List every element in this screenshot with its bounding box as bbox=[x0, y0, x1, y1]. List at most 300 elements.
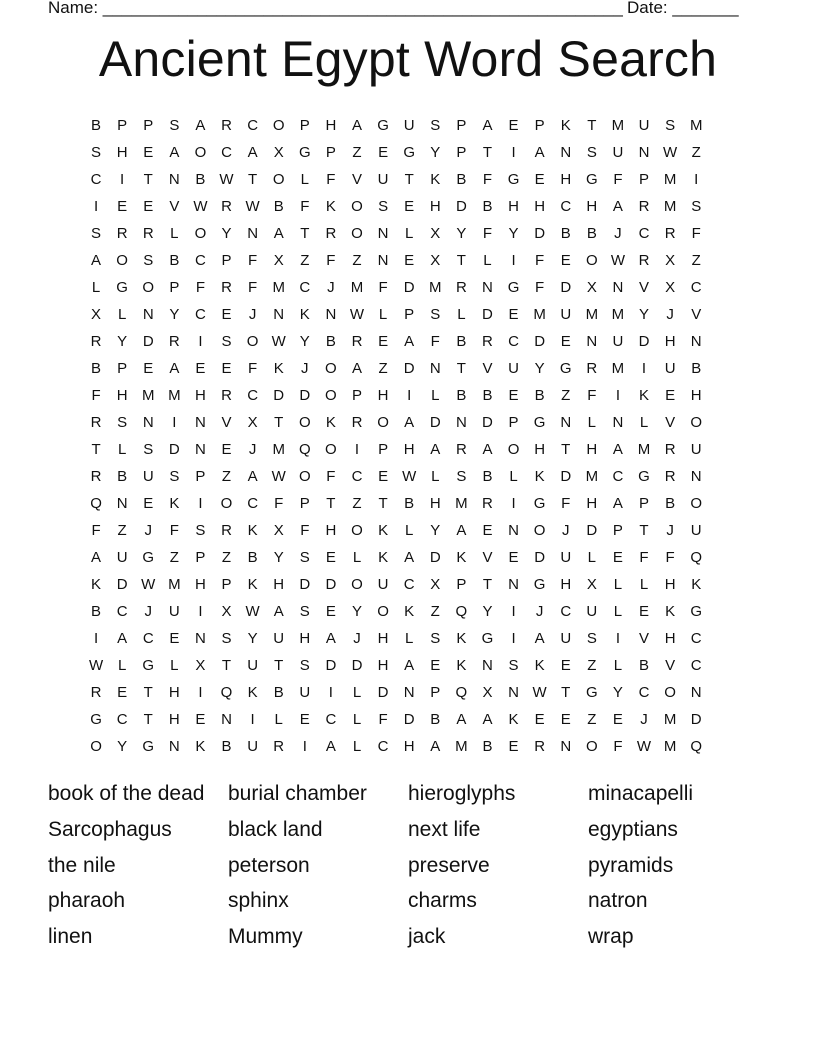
grid-letter[interactable]: U bbox=[116, 549, 128, 566]
grid-letter[interactable]: J bbox=[353, 630, 361, 647]
grid-letter[interactable]: Y bbox=[117, 738, 128, 755]
grid-letter[interactable]: T bbox=[91, 441, 101, 458]
grid-letter[interactable]: F bbox=[613, 171, 623, 188]
grid-letter[interactable]: R bbox=[482, 495, 493, 512]
grid-letter[interactable]: K bbox=[691, 576, 702, 593]
grid-letter[interactable]: G bbox=[403, 144, 415, 161]
grid-letter[interactable]: E bbox=[560, 657, 571, 674]
grid-letter[interactable]: T bbox=[639, 522, 649, 539]
grid-letter[interactable]: Z bbox=[352, 252, 362, 269]
grid-letter[interactable]: O bbox=[507, 441, 520, 458]
grid-letter[interactable]: B bbox=[430, 711, 441, 728]
grid-letter[interactable]: E bbox=[378, 468, 389, 485]
grid-letter[interactable]: G bbox=[116, 279, 128, 296]
grid-letter[interactable]: L bbox=[405, 225, 414, 242]
grid-letter[interactable]: Z bbox=[221, 549, 232, 566]
grid-letter[interactable]: N bbox=[221, 711, 232, 728]
grid-letter[interactable]: T bbox=[326, 495, 336, 512]
grid-letter[interactable]: A bbox=[534, 630, 545, 647]
grid-letter[interactable]: A bbox=[612, 495, 623, 512]
grid-letter[interactable]: F bbox=[639, 549, 649, 566]
grid-letter[interactable]: P bbox=[404, 306, 415, 323]
grid-letter[interactable]: E bbox=[378, 333, 389, 350]
grid-letter[interactable]: J bbox=[144, 522, 152, 539]
grid-letter[interactable]: J bbox=[666, 522, 674, 539]
grid-letter[interactable]: C bbox=[299, 279, 311, 296]
grid-letter[interactable]: W bbox=[245, 198, 260, 215]
grid-letter[interactable]: L bbox=[117, 306, 127, 323]
grid-letter[interactable]: E bbox=[534, 171, 545, 188]
grid-letter[interactable]: N bbox=[560, 738, 572, 755]
grid-letter[interactable]: O bbox=[194, 144, 207, 161]
grid-letter[interactable]: O bbox=[142, 279, 155, 296]
grid-letter[interactable]: F bbox=[378, 711, 388, 728]
grid-letter[interactable]: H bbox=[325, 117, 337, 134]
grid-letter[interactable]: R bbox=[90, 684, 102, 701]
grid-letter[interactable]: D bbox=[351, 657, 363, 674]
grid-letter[interactable]: Q bbox=[690, 738, 703, 755]
grid-letter[interactable]: K bbox=[639, 387, 650, 404]
grid-letter[interactable]: P bbox=[378, 441, 389, 458]
grid-letter[interactable]: Z bbox=[691, 144, 701, 161]
grid-letter[interactable]: E bbox=[665, 387, 676, 404]
grid-letter[interactable]: W bbox=[663, 144, 678, 161]
grid-letter[interactable]: D bbox=[377, 684, 389, 701]
grid-letter[interactable]: W bbox=[193, 198, 208, 215]
grid-letter[interactable]: V bbox=[665, 414, 676, 431]
grid-letter[interactable]: D bbox=[560, 279, 572, 296]
grid-letter[interactable]: A bbox=[534, 144, 545, 161]
grid-letter[interactable]: L bbox=[352, 738, 362, 755]
grid-letter[interactable]: P bbox=[195, 549, 206, 566]
grid-letter[interactable]: F bbox=[665, 549, 675, 566]
grid-letter[interactable]: F bbox=[248, 279, 258, 296]
grid-letter[interactable]: O bbox=[690, 495, 703, 512]
grid-letter[interactable]: N bbox=[560, 414, 572, 431]
grid-letter[interactable]: G bbox=[585, 171, 598, 188]
grid-letter[interactable]: H bbox=[195, 387, 206, 404]
grid-letter[interactable]: X bbox=[430, 576, 441, 593]
grid-letter[interactable]: B bbox=[560, 225, 571, 242]
date-field-label[interactable]: Date: _______ bbox=[627, 0, 739, 17]
grid-letter[interactable]: C bbox=[325, 711, 337, 728]
grid-letter[interactable]: K bbox=[404, 603, 415, 620]
grid-letter[interactable]: O bbox=[220, 495, 233, 512]
grid-letter[interactable]: C bbox=[690, 657, 702, 674]
grid-letter[interactable]: I bbox=[615, 630, 620, 647]
grid-letter[interactable]: D bbox=[325, 657, 337, 674]
grid-letter[interactable]: L bbox=[117, 657, 127, 674]
grid-letter[interactable]: S bbox=[665, 117, 676, 134]
grid-letter[interactable]: I bbox=[328, 684, 333, 701]
grid-letter[interactable]: A bbox=[117, 630, 128, 647]
grid-letter[interactable]: C bbox=[247, 387, 259, 404]
grid-letter[interactable]: Z bbox=[169, 549, 179, 566]
grid-letter[interactable]: Q bbox=[690, 549, 703, 566]
grid-letter[interactable]: M bbox=[663, 711, 677, 728]
grid-letter[interactable]: W bbox=[88, 657, 104, 674]
grid-letter[interactable]: V bbox=[169, 198, 180, 215]
grid-letter[interactable]: C bbox=[403, 576, 415, 593]
grid-letter[interactable]: C bbox=[612, 468, 624, 485]
grid-letter[interactable]: D bbox=[168, 441, 180, 458]
grid-letter[interactable]: E bbox=[221, 360, 232, 377]
grid-letter[interactable]: R bbox=[221, 279, 232, 296]
grid-letter[interactable]: R bbox=[664, 441, 676, 458]
grid-letter[interactable]: I bbox=[615, 387, 620, 404]
grid-letter[interactable]: X bbox=[273, 144, 284, 161]
grid-letter[interactable]: L bbox=[405, 522, 414, 539]
grid-letter[interactable]: N bbox=[195, 630, 206, 647]
grid-letter[interactable]: E bbox=[378, 144, 389, 161]
grid-letter[interactable]: M bbox=[429, 279, 442, 296]
grid-letter[interactable]: F bbox=[482, 225, 493, 242]
grid-letter[interactable]: R bbox=[351, 333, 363, 350]
grid-letter[interactable]: L bbox=[352, 684, 362, 701]
grid-letter[interactable]: R bbox=[273, 738, 285, 755]
grid-letter[interactable]: E bbox=[639, 603, 650, 620]
grid-letter[interactable]: B bbox=[273, 198, 284, 215]
grid-letter[interactable]: A bbox=[247, 468, 258, 485]
grid-letter[interactable]: B bbox=[586, 225, 597, 242]
grid-letter[interactable]: H bbox=[560, 576, 572, 593]
grid-letter[interactable]: A bbox=[91, 549, 102, 566]
grid-letter[interactable]: A bbox=[169, 144, 180, 161]
grid-letter[interactable]: S bbox=[221, 333, 232, 350]
grid-letter[interactable]: N bbox=[508, 522, 519, 539]
grid-letter[interactable]: I bbox=[198, 333, 203, 350]
grid-letter[interactable]: U bbox=[664, 360, 676, 377]
grid-letter[interactable]: Q bbox=[455, 684, 468, 701]
grid-letter[interactable]: L bbox=[509, 468, 518, 485]
grid-letter[interactable]: I bbox=[511, 144, 516, 161]
grid-letter[interactable]: R bbox=[664, 468, 676, 485]
grid-letter[interactable]: H bbox=[299, 630, 311, 647]
grid-letter[interactable]: T bbox=[404, 171, 414, 188]
grid-letter[interactable]: D bbox=[142, 333, 154, 350]
grid-letter[interactable]: K bbox=[378, 549, 389, 566]
grid-letter[interactable]: E bbox=[143, 360, 154, 377]
grid-letter[interactable]: D bbox=[534, 333, 546, 350]
grid-letter[interactable]: R bbox=[221, 387, 232, 404]
grid-letter[interactable]: H bbox=[664, 576, 676, 593]
grid-letter[interactable]: E bbox=[143, 198, 154, 215]
grid-letter[interactable]: V bbox=[639, 279, 650, 296]
grid-letter[interactable]: W bbox=[636, 738, 652, 755]
grid-letter[interactable]: F bbox=[248, 360, 258, 377]
grid-letter[interactable]: R bbox=[90, 414, 102, 431]
grid-letter[interactable]: W bbox=[532, 684, 547, 701]
grid-letter[interactable]: H bbox=[116, 387, 128, 404]
grid-letter[interactable]: B bbox=[221, 738, 232, 755]
grid-letter[interactable]: P bbox=[169, 279, 180, 296]
grid-letter[interactable]: A bbox=[351, 117, 362, 134]
grid-letter[interactable]: L bbox=[613, 576, 623, 593]
grid-letter[interactable]: L bbox=[431, 468, 440, 485]
grid-letter[interactable]: E bbox=[508, 738, 519, 755]
grid-letter[interactable]: N bbox=[455, 414, 467, 431]
grid-letter[interactable]: L bbox=[91, 279, 101, 296]
grid-letter[interactable]: A bbox=[273, 603, 284, 620]
grid-letter[interactable]: P bbox=[456, 144, 467, 161]
grid-letter[interactable]: B bbox=[639, 657, 650, 674]
grid-letter[interactable]: K bbox=[195, 738, 206, 755]
grid-letter[interactable]: U bbox=[560, 306, 572, 323]
grid-letter[interactable]: R bbox=[638, 198, 650, 215]
grid-letter[interactable]: L bbox=[613, 657, 623, 674]
grid-letter[interactable]: T bbox=[274, 657, 284, 674]
grid-letter[interactable]: O bbox=[690, 414, 703, 431]
grid-letter[interactable]: J bbox=[248, 441, 257, 458]
grid-letter[interactable]: N bbox=[508, 684, 519, 701]
grid-letter[interactable]: A bbox=[325, 630, 336, 647]
grid-letter[interactable]: U bbox=[377, 576, 389, 593]
grid-letter[interactable]: H bbox=[168, 711, 180, 728]
grid-letter[interactable]: Z bbox=[378, 360, 388, 377]
grid-letter[interactable]: L bbox=[639, 576, 649, 593]
grid-letter[interactable]: S bbox=[221, 630, 232, 647]
grid-letter[interactable]: Q bbox=[455, 603, 468, 620]
grid-letter[interactable]: M bbox=[611, 117, 625, 134]
grid-letter[interactable]: E bbox=[299, 711, 310, 728]
grid-letter[interactable]: M bbox=[168, 387, 181, 404]
grid-letter[interactable]: L bbox=[431, 387, 440, 404]
grid-letter[interactable]: P bbox=[508, 414, 519, 431]
grid-letter[interactable]: X bbox=[665, 252, 676, 269]
grid-letter[interactable]: Z bbox=[352, 144, 362, 161]
grid-letter[interactable]: F bbox=[195, 279, 205, 296]
grid-letter[interactable]: C bbox=[90, 171, 102, 188]
grid-letter[interactable]: A bbox=[456, 711, 467, 728]
grid-letter[interactable]: C bbox=[195, 306, 206, 323]
grid-letter[interactable]: Q bbox=[220, 684, 233, 701]
grid-letter[interactable]: U bbox=[168, 603, 180, 620]
grid-letter[interactable]: G bbox=[377, 117, 389, 134]
grid-letter[interactable]: K bbox=[508, 711, 519, 728]
grid-letter[interactable]: X bbox=[586, 576, 597, 593]
grid-letter[interactable]: A bbox=[247, 144, 258, 161]
grid-letter[interactable]: U bbox=[247, 657, 259, 674]
grid-letter[interactable]: B bbox=[482, 468, 493, 485]
grid-letter[interactable]: K bbox=[325, 198, 336, 215]
grid-letter[interactable]: Z bbox=[352, 495, 362, 512]
grid-letter[interactable]: L bbox=[352, 711, 362, 728]
grid-letter[interactable]: G bbox=[585, 684, 598, 701]
grid-letter[interactable]: O bbox=[377, 603, 389, 620]
grid-letter[interactable]: H bbox=[586, 495, 598, 512]
grid-letter[interactable]: E bbox=[508, 549, 519, 566]
grid-letter[interactable]: K bbox=[456, 630, 467, 647]
grid-letter[interactable]: A bbox=[404, 549, 415, 566]
grid-letter[interactable]: B bbox=[195, 171, 206, 188]
grid-letter[interactable]: H bbox=[586, 198, 598, 215]
grid-letter[interactable]: S bbox=[299, 603, 310, 620]
grid-letter[interactable]: K bbox=[91, 576, 102, 593]
grid-letter[interactable]: B bbox=[456, 171, 467, 188]
grid-letter[interactable]: M bbox=[585, 306, 599, 323]
grid-letter[interactable]: I bbox=[93, 198, 99, 215]
grid-letter[interactable]: S bbox=[456, 468, 467, 485]
grid-letter[interactable]: R bbox=[455, 441, 467, 458]
grid-letter[interactable]: E bbox=[143, 495, 154, 512]
grid-letter[interactable]: N bbox=[142, 414, 154, 431]
grid-letter[interactable]: F bbox=[587, 387, 597, 404]
grid-letter[interactable]: B bbox=[91, 117, 102, 134]
grid-letter[interactable]: I bbox=[93, 630, 99, 647]
grid-letter[interactable]: O bbox=[272, 171, 285, 188]
grid-letter[interactable]: K bbox=[247, 576, 258, 593]
grid-letter[interactable]: C bbox=[116, 603, 128, 620]
grid-letter[interactable]: H bbox=[377, 387, 389, 404]
grid-letter[interactable]: D bbox=[299, 576, 311, 593]
grid-letter[interactable]: O bbox=[298, 414, 311, 431]
grid-letter[interactable]: P bbox=[534, 117, 545, 134]
grid-letter[interactable]: O bbox=[272, 117, 285, 134]
grid-letter[interactable]: C bbox=[247, 495, 259, 512]
grid-letter[interactable]: N bbox=[377, 225, 389, 242]
grid-letter[interactable]: Y bbox=[508, 225, 519, 242]
grid-letter[interactable]: H bbox=[403, 441, 415, 458]
grid-letter[interactable]: H bbox=[195, 576, 206, 593]
grid-letter[interactable]: E bbox=[560, 711, 571, 728]
grid-letter[interactable]: I bbox=[641, 360, 647, 377]
grid-letter[interactable]: Z bbox=[561, 387, 571, 404]
grid-letter[interactable]: G bbox=[481, 630, 494, 647]
grid-letter[interactable]: A bbox=[195, 117, 206, 134]
grid-letter[interactable]: R bbox=[90, 468, 102, 485]
grid-letter[interactable]: O bbox=[298, 468, 311, 485]
grid-letter[interactable]: P bbox=[639, 495, 650, 512]
grid-letter[interactable]: Y bbox=[299, 333, 310, 350]
grid-letter[interactable]: N bbox=[116, 495, 128, 512]
grid-letter[interactable]: K bbox=[299, 306, 310, 323]
grid-letter[interactable]: C bbox=[351, 468, 363, 485]
grid-letter[interactable]: M bbox=[141, 387, 155, 404]
grid-letter[interactable]: A bbox=[612, 441, 623, 458]
grid-letter[interactable]: C bbox=[195, 252, 206, 269]
grid-letter[interactable]: P bbox=[456, 576, 467, 593]
grid-letter[interactable]: R bbox=[221, 117, 232, 134]
grid-letter[interactable]: C bbox=[690, 630, 702, 647]
grid-letter[interactable]: E bbox=[195, 360, 206, 377]
grid-letter[interactable]: E bbox=[143, 144, 154, 161]
grid-letter[interactable]: U bbox=[612, 144, 624, 161]
grid-letter[interactable]: A bbox=[456, 522, 467, 539]
grid-letter[interactable]: K bbox=[325, 414, 336, 431]
grid-letter[interactable]: X bbox=[586, 279, 597, 296]
grid-letter[interactable]: U bbox=[586, 603, 598, 620]
grid-letter[interactable]: F bbox=[561, 495, 571, 512]
grid-letter[interactable]: J bbox=[614, 225, 622, 242]
grid-letter[interactable]: N bbox=[195, 441, 206, 458]
grid-letter[interactable]: V bbox=[665, 657, 676, 674]
grid-letter[interactable]: E bbox=[430, 657, 441, 674]
grid-letter[interactable]: I bbox=[511, 495, 516, 512]
grid-letter[interactable]: P bbox=[325, 144, 336, 161]
grid-letter[interactable]: L bbox=[300, 171, 309, 188]
grid-letter[interactable]: O bbox=[351, 225, 363, 242]
grid-letter[interactable]: K bbox=[456, 549, 467, 566]
grid-letter[interactable]: J bbox=[561, 522, 570, 539]
grid-letter[interactable]: E bbox=[482, 522, 493, 539]
grid-letter[interactable]: P bbox=[221, 252, 232, 269]
grid-letter[interactable]: F bbox=[691, 225, 701, 242]
grid-letter[interactable]: W bbox=[402, 468, 417, 485]
grid-letter[interactable]: T bbox=[482, 576, 493, 593]
grid-letter[interactable]: G bbox=[142, 738, 155, 755]
grid-letter[interactable]: O bbox=[533, 522, 546, 539]
grid-letter[interactable]: M bbox=[272, 279, 285, 296]
grid-letter[interactable]: J bbox=[301, 360, 309, 377]
grid-letter[interactable]: H bbox=[690, 387, 702, 404]
grid-letter[interactable]: B bbox=[456, 387, 467, 404]
grid-letter[interactable]: F bbox=[482, 171, 493, 188]
grid-letter[interactable]: Y bbox=[482, 603, 493, 620]
grid-letter[interactable]: V bbox=[482, 360, 493, 377]
grid-letter[interactable]: E bbox=[195, 711, 206, 728]
grid-letter[interactable]: F bbox=[248, 252, 258, 269]
grid-letter[interactable]: P bbox=[456, 117, 467, 134]
grid-letter[interactable]: O bbox=[585, 252, 598, 269]
grid-letter[interactable]: F bbox=[300, 198, 310, 215]
grid-letter[interactable]: A bbox=[273, 225, 284, 242]
grid-letter[interactable]: E bbox=[221, 306, 232, 323]
grid-letter[interactable]: D bbox=[534, 225, 546, 242]
grid-letter[interactable]: R bbox=[221, 198, 232, 215]
grid-letter[interactable]: D bbox=[273, 387, 285, 404]
grid-letter[interactable]: T bbox=[143, 684, 153, 701]
grid-letter[interactable]: G bbox=[559, 360, 572, 377]
grid-letter[interactable]: Y bbox=[612, 684, 623, 701]
grid-letter[interactable]: Z bbox=[300, 252, 310, 269]
grid-letter[interactable]: L bbox=[613, 603, 623, 620]
grid-letter[interactable]: H bbox=[168, 684, 180, 701]
grid-letter[interactable]: Q bbox=[298, 441, 311, 458]
grid-letter[interactable]: M bbox=[455, 495, 468, 512]
grid-letter[interactable]: J bbox=[666, 306, 674, 323]
grid-letter[interactable]: S bbox=[91, 144, 102, 161]
grid-letter[interactable]: D bbox=[482, 306, 493, 323]
grid-letter[interactable]: I bbox=[250, 711, 255, 728]
grid-letter[interactable]: L bbox=[405, 630, 414, 647]
grid-letter[interactable]: R bbox=[638, 252, 650, 269]
grid-letter[interactable]: E bbox=[404, 252, 415, 269]
grid-letter[interactable]: O bbox=[664, 684, 676, 701]
grid-letter[interactable]: B bbox=[482, 387, 493, 404]
grid-letter[interactable]: J bbox=[535, 603, 544, 620]
grid-letter[interactable]: L bbox=[352, 549, 362, 566]
grid-letter[interactable]: Y bbox=[456, 225, 467, 242]
grid-letter[interactable]: A bbox=[351, 360, 362, 377]
grid-letter[interactable]: H bbox=[534, 198, 546, 215]
grid-letter[interactable]: B bbox=[273, 684, 284, 701]
grid-letter[interactable]: D bbox=[403, 360, 415, 377]
grid-letter[interactable]: F bbox=[91, 522, 101, 539]
grid-letter[interactable]: P bbox=[299, 117, 310, 134]
grid-letter[interactable]: Y bbox=[534, 360, 545, 377]
grid-letter[interactable]: K bbox=[534, 657, 545, 674]
grid-letter[interactable]: B bbox=[665, 495, 676, 512]
grid-letter[interactable]: E bbox=[508, 387, 519, 404]
grid-letter[interactable]: S bbox=[91, 225, 102, 242]
grid-letter[interactable]: M bbox=[455, 738, 468, 755]
grid-letter[interactable]: C bbox=[142, 630, 154, 647]
grid-letter[interactable]: W bbox=[219, 171, 234, 188]
grid-letter[interactable]: S bbox=[586, 144, 597, 161]
grid-letter[interactable]: A bbox=[404, 333, 415, 350]
grid-letter[interactable]: S bbox=[508, 657, 519, 674]
grid-letter[interactable]: J bbox=[327, 279, 335, 296]
